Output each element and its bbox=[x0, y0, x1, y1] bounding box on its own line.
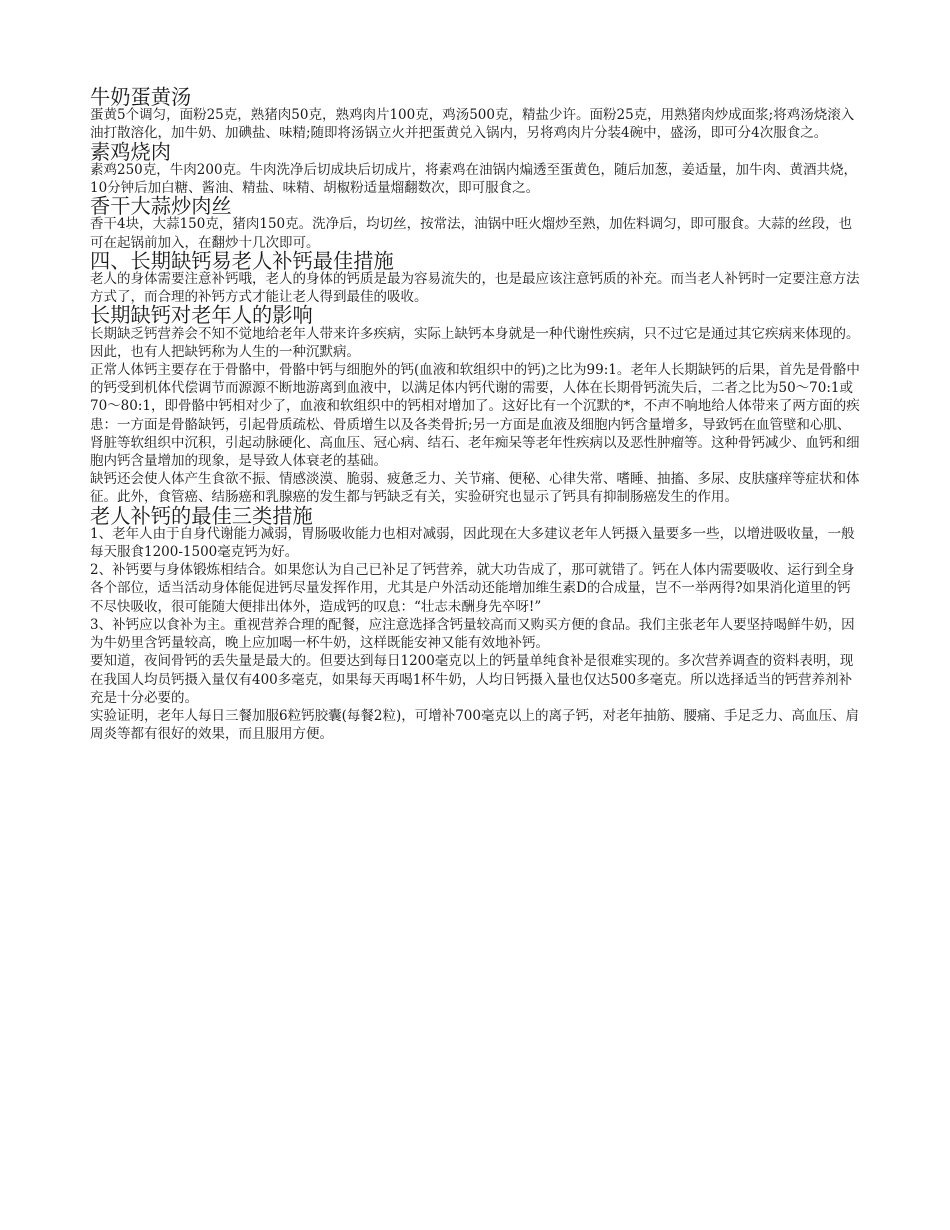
paragraph-measure-1: 1、老年人由于自身代谢能力减弱，胃肠吸收能力也相对减弱，因此现在大多建议老年人钙摄入量要多一些，以增进吸收量，一般每天服食1200-1500毫克钙为好。 bbox=[90, 525, 855, 561]
paragraph-deficiency-symptoms: 缺钙还会使人体产生食欲不振、情感淡漠、脆弱、疲惫乏力、关节痛、便秘、心律失常、嗜睡、抽搐、多尿、皮肤瘙痒等症状和体征。此外，食管癌、结肠癌和乳腺癌的发生都与钙缺乏有关，实验研究也显示了钙具有抑制肠癌发生的作用。 bbox=[90, 471, 860, 506]
heading-three-measures: 老人补钙的最佳三类措施 bbox=[90, 503, 313, 528]
paragraph-tofu-garlic-pork-recipe: 香干4块，大蒜150克，猪肉150克。洗净后，均切丝，按常法，油锅中旺火熘炒至熟，加佐料调匀，即可服食。大蒜的丝段，也可在起锅前加入，在翻炒十几次即可。 bbox=[90, 216, 853, 251]
paragraph-section-four-intro: 老人的身体需要注意补钙哦，老人的身体的钙质是最为容易流失的，也是最应该注意钙质的补充。而当老人补钙时一定要注意方法方式了，而合理的补钙方式才能让老人得到最佳的吸收。 bbox=[90, 271, 860, 306]
paragraph-measure-2: 2、补钙要与身体锻炼相结合。如果您认为自己已补足了钙营养，就大功告成了，那可就错了。钙在人体内需要吸收、运行到全身各个部位，适当活动身体能促进钙尽量发挥作用，尤其是户外活动还能增加维生素D的合成量，岂不一举两得?如果消化道里的钙不尽快吸收，很可能随大便排出体外，造成钙的叹息：“壮志未酬身先卒呀!” bbox=[90, 562, 855, 615]
paragraph-measure-3: 3、补钙应以食补为主。重视营养合理的配餐，应注意选择含钙量较高而又购买方便的食品。我们主张老年人要坚持喝鲜牛奶，因为牛奶里含钙量较高，晚上应加喝一杯牛奶，这样既能安神又能有效地补钙。 bbox=[90, 616, 855, 652]
paragraph-braised-vegetarian-chicken-recipe: 素鸡250克，牛肉200克。牛肉洗净后切成块后切成片，将素鸡在油锅内煸透至蛋黄色，随后加葱，姜适量，加牛肉、黄酒共烧，10分钟后加白糖、酱油、精盐、味精、胡椒粉适量熘翻数次，即可服食之。 bbox=[90, 161, 858, 197]
paragraph-milk-egg-yolk-soup-recipe: 蛋黄5个调匀，面粉25克，熟猪肉50克，熟鸡肉片100克，鸡汤500克，精盐少许。面粉25克，用熟猪肉炒成面浆;将鸡汤烧滚入油打散溶化，加牛奶、加碘盐、味精;随即将汤锅立火并把蛋黄兑入锅内，另将鸡肉片分装4碗中，盛汤，即可分4次服食之。 bbox=[90, 107, 855, 142]
paragraph-silent-disease: 长期缺乏钙营养会不知不觉地给老年人带来许多疾病，实际上缺钙本身就是一种代谢性疾病，只不过它是通过其它疾病来体现的。因此，也有人把缺钙称为人生的一种沉默病。 bbox=[90, 325, 860, 360]
heading-section-four: 四、长期缺钙易老人补钙最佳措施 bbox=[90, 248, 394, 273]
heading-braised-vegetarian-chicken: 素鸡烧肉 bbox=[90, 139, 172, 164]
paragraph-bone-calcium: 正常人体钙主要存在于骨骼中，骨骼中钙与细胞外的钙(血液和软组织中的钙)之比为99:1。老年人长期缺钙的后果，首先是骨骼中的钙受到机体代偿调节而源源不断地游离到血液中，以满足体内钙代谢的需要，人体在长期骨钙流失后，二者之比为50～70:1或70～80:1，即骨骼中钙相对少了，血液和软组织中的钙相对增加了。这好比有一个沉默的*，不声不响地给人体带来了两方面的疾患：一方面是骨骼缺钙，引起骨质疏松、骨质增生以及各类骨折;另一方面是血液及细胞内钙含量增多，导致钙在血管壁和心肌、肾脏等软组织中沉积，引起动脉硬化、高血压、冠心病、结石、老年痴呆等老年性疾病以及恶性肿瘤等。这种骨钙减少、血钙和细胞内钙含量增加的现象，是导致人体衰老的基础。 bbox=[90, 362, 860, 470]
paragraph-night-calcium-loss: 要知道，夜间骨钙的丢失量是最大的。但要达到每日1200毫克以上的钙量单纯食补是很难实现的。多次营养调查的资料表明，现在我国人均员钙摄入量仅有400多毫克，如果每天再喝1杯牛奶，人均日钙摄入量也仅达500多毫克。所以选择适当的钙营养剂补充是十分必要的。 bbox=[90, 653, 854, 706]
heading-calcium-deficiency-effects: 长期缺钙对老年人的影响 bbox=[90, 303, 313, 328]
paragraph-experiment-result: 实验证明，老年人每日三餐加服6粒钙胶囊(每餐2粒)，可增补700毫克以上的离子钙，对老年抽筋、腰痛、手足乏力、高血压、肩周炎等都有很好的效果，而且服用方便。 bbox=[90, 707, 859, 743]
heading-milk-egg-yolk-soup: 牛奶蛋黄汤 bbox=[90, 85, 192, 109]
heading-tofu-garlic-pork: 香干大蒜炒肉丝 bbox=[90, 194, 232, 219]
